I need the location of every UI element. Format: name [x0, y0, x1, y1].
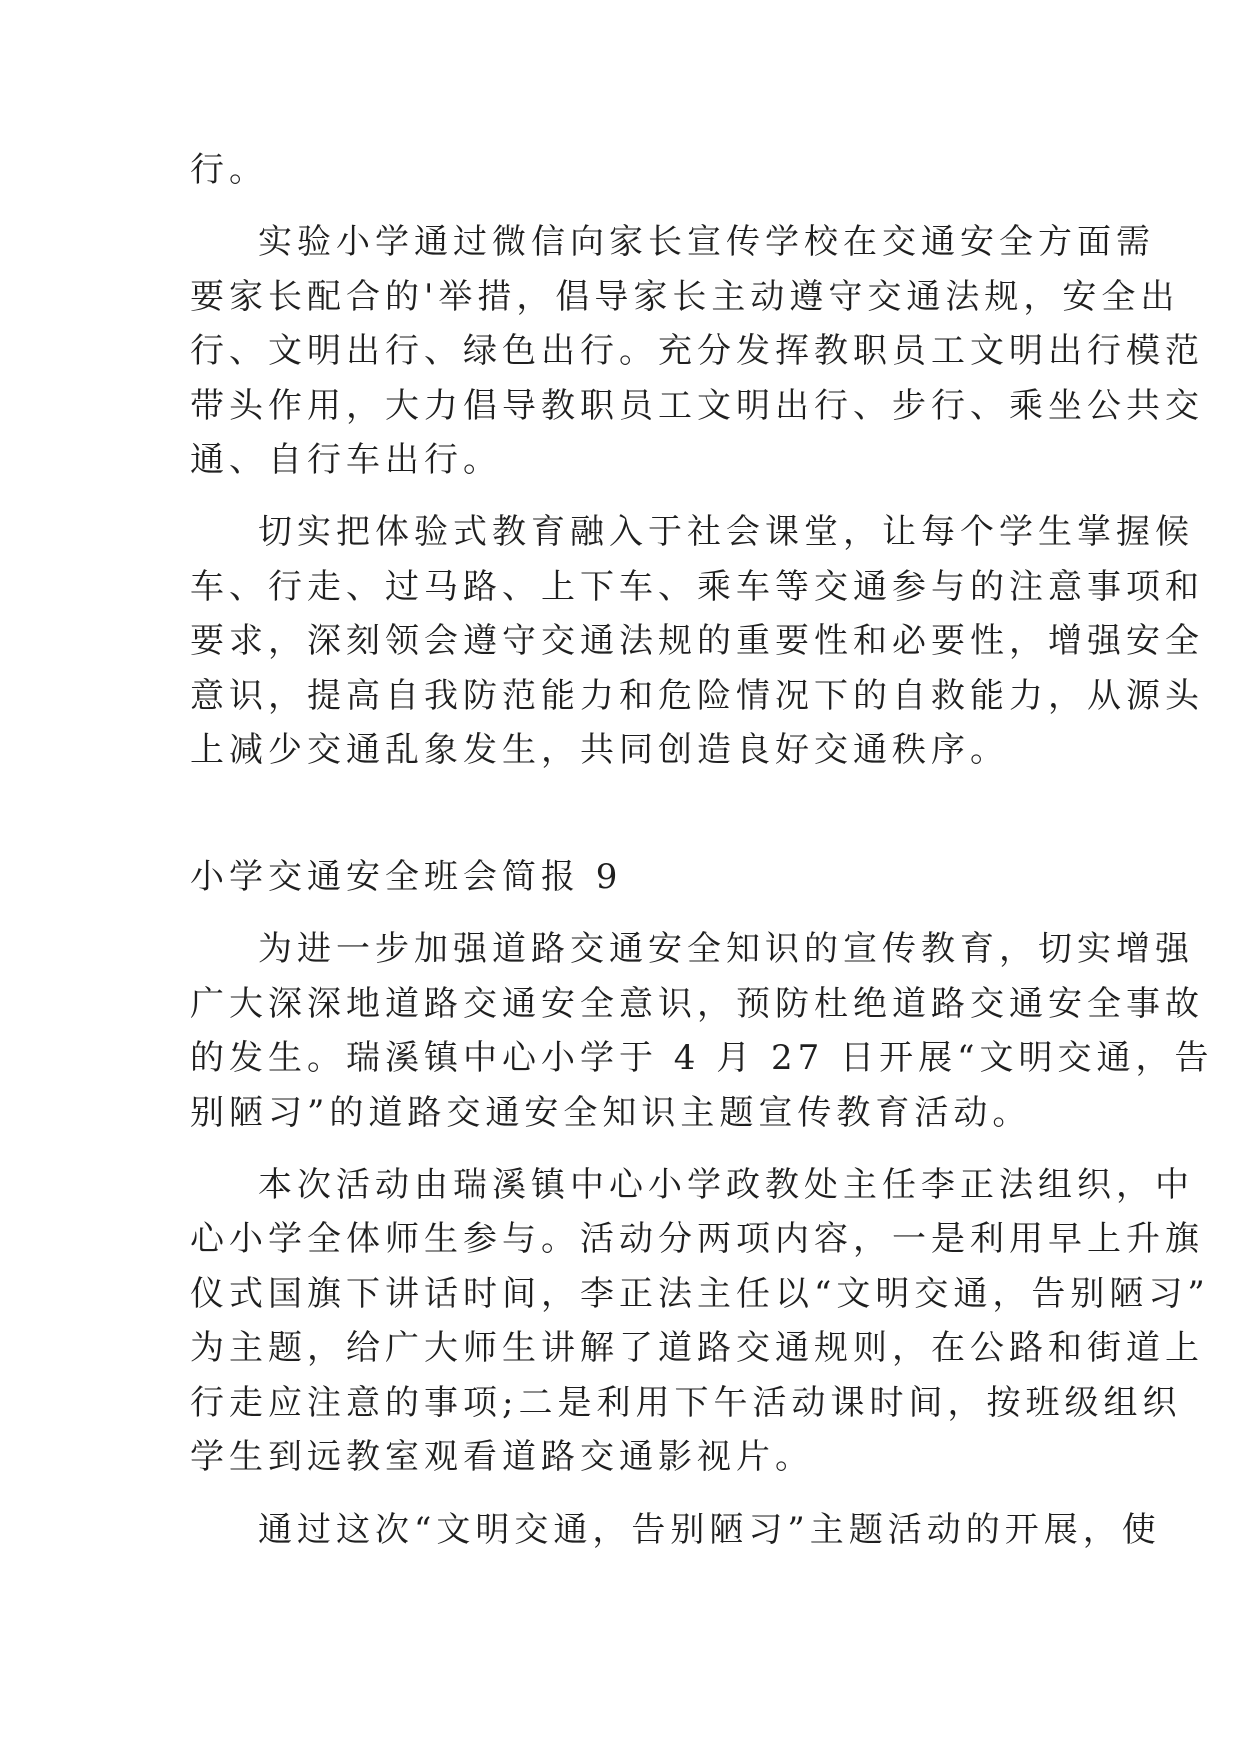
text-line: 行、文明出行、绿色出行。充分发挥教职员工文明出行模范	[190, 331, 1204, 371]
paragraph-first-line: 通过这次“文明交通，告别陋习”主题活动的开展，使	[258, 1510, 1161, 1550]
paragraph-first-line: 为进一步加强道路交通安全知识的宣传教育，切实增强	[258, 929, 1194, 969]
text-line: 意识，提高自我防范能力和危险情况下的自救能力，从源头	[190, 676, 1204, 716]
text-line: 为主题，给广大师生讲解了道路交通规则，在公路和街道上	[190, 1328, 1204, 1368]
text-line: 学生到远教室观看道路交通影视片。	[190, 1437, 814, 1477]
text-line: 别陋习”的道路交通安全知识主题宣传教育活动。	[190, 1093, 1032, 1133]
text-line: 要家长配合的'举措，倡导家长主动遵守交通法规，安全出	[190, 277, 1180, 317]
text-line: 车、行走、过马路、上下车、乘车等交通参与的注意事项和	[190, 567, 1204, 607]
text-line: 通、自行车出行。	[190, 440, 502, 480]
text-line: 要求，深刻领会遵守交通法规的重要性和必要性，增强安全	[190, 621, 1204, 661]
text-line: 行走应注意的事项;二是利用下午活动课时间，按班级组织	[190, 1383, 1182, 1423]
text-line: 行。	[190, 150, 268, 190]
text-line: 的发生。瑞溪镇中心小学于 4 月 27 日开展“文明交通，告	[190, 1038, 1214, 1078]
text-line: 广大深深地道路交通安全意识，预防杜绝道路交通安全事故	[190, 984, 1204, 1024]
text-line: 上减少交通乱象发生，共同创造良好交通秩序。	[190, 730, 1009, 770]
section-title: 小学交通安全班会简报 9	[190, 857, 623, 897]
paragraph-first-line: 实验小学通过微信向家长宣传学校在交通安全方面需	[258, 222, 1155, 262]
text-line: 带头作用，大力倡导教职员工文明出行、步行、乘坐公共交	[190, 386, 1204, 426]
paragraph-first-line: 切实把体验式教育融入于社会课堂，让每个学生掌握候	[258, 512, 1194, 552]
paragraph-first-line: 本次活动由瑞溪镇中心小学政教处主任李正法组织，中	[258, 1165, 1194, 1205]
text-line: 心小学全体师生参与。活动分两项内容，一是利用早上升旗	[190, 1219, 1204, 1259]
text-line: 仪式国旗下讲话时间，李正法主任以“文明交通，告别陋习”	[190, 1274, 1210, 1314]
